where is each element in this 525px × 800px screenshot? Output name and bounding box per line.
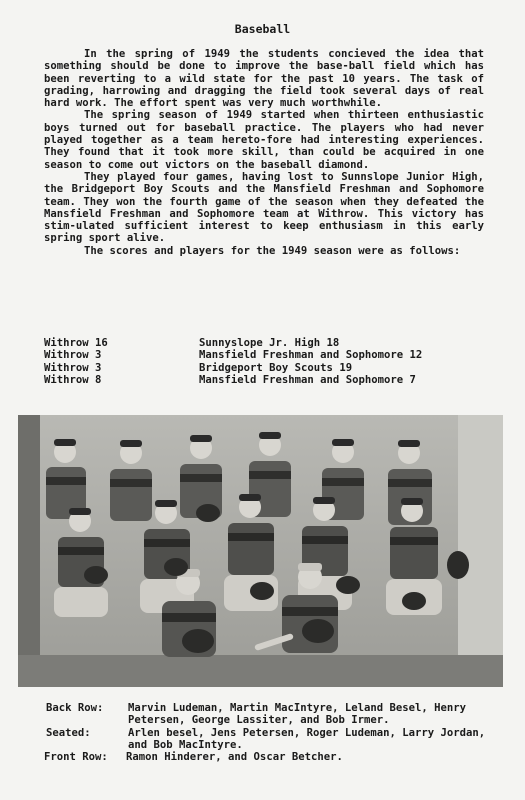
paragraph: The spring season of 1949 started when thirteen enthusiastic boys turned out for baseball practice. The players who had never played together as a team hereto-fore had interesting experiences. They found that it took more skill, than could be acquired in one season to come out victors on the baseball diamond. [44, 109, 484, 171]
caption-back-row [46, 702, 506, 727]
caption-front-row [46, 751, 506, 763]
score-row [44, 337, 484, 349]
score-team: Withrow 16 [44, 337, 108, 349]
paragraph: In the spring of 1949 the students concieved the idea that something should be done to improve the base-ball field which has been reverting to a wild state for the past 10 years. The task of grading, harrowing and dragging the field took several days of real hard work. The effort spent was very much worthwhile. [44, 48, 484, 110]
caption-names: Ramon Hinderer, and Oscar Betcher. [126, 751, 343, 764]
score-opponent: Bridgeport Boy Scouts 19 [199, 361, 353, 374]
photo-captions [46, 702, 506, 763]
article-body [44, 48, 484, 257]
caption-names: Arlen besel, Jens Petersen, Roger Ludeman, Larry Jordan, and Bob MacIntyre. [128, 726, 486, 751]
score-row [44, 374, 484, 386]
caption-label: Back Row: [46, 702, 104, 714]
paragraph: They played four games, having lost to Sunnslope Junior High, the Bridgeport Boy Scouts and the Mansfield Freshman and Sophomore team. They won the fourth game of the season when they defeated the Mansfield Freshman and Sophomore team at Withrow. This victory has stim-ulated sufficient interest to keep enthusiasm in this early spring sport alive. [44, 170, 484, 245]
team-photo [18, 415, 503, 687]
score-opponent: Mansfield Freshman and Sophomore 7 [199, 373, 416, 386]
score-opponent: Mansfield Freshman and Sophomore 12 [199, 349, 423, 362]
caption-seated [46, 727, 506, 752]
paragraph: The scores and players for the 1949 season were as follows: [84, 244, 461, 257]
score-team: Withrow 3 [44, 349, 102, 362]
caption-label: Seated: [46, 726, 91, 739]
caption-names: Marvin Ludeman, Martin MacIntyre, Leland Besel, Henry Petersen, George Lassiter, and Bob Irmer. [128, 702, 467, 727]
score-row [44, 349, 484, 361]
score-opponent: Sunnyslope Jr. High 18 [199, 337, 340, 349]
score-team: Withrow 8 [44, 373, 102, 386]
team-photo-illustration [18, 415, 503, 687]
score-team: Withrow 3 [44, 361, 102, 374]
scores-list [44, 337, 484, 386]
score-row [44, 362, 484, 374]
caption-label: Front Row: [44, 751, 108, 764]
page-title: Baseball [234, 22, 291, 36]
